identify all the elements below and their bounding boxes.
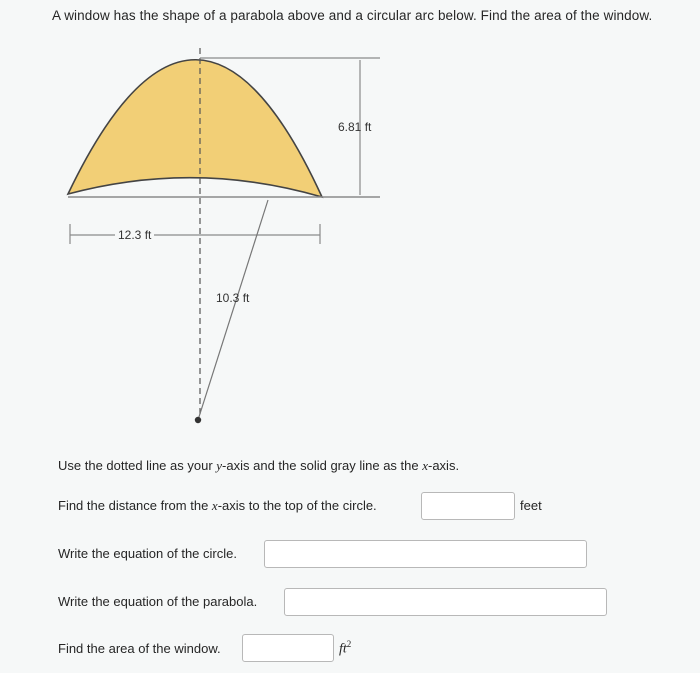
circle-center-point — [195, 417, 201, 423]
circle-equation-input[interactable] — [264, 540, 587, 568]
question-distance-label: Find the distance from the x-axis to the top of the circle. — [58, 498, 377, 513]
radius-line — [198, 200, 268, 420]
problem-prompt: A window has the shape of a parabola above and a circular arc below. Find the area of the window. — [52, 8, 653, 23]
area-unit: $ft^2$ — [339, 639, 352, 657]
area-input[interactable] — [242, 634, 334, 662]
axis-instructions: Use the dotted line as your y-axis and the solid gray line as the x-axis. — [58, 458, 460, 473]
parabola-equation-input[interactable] — [284, 588, 607, 616]
height-label: 6.81 ft — [338, 120, 372, 134]
question-area-label: Find the area of the window. — [58, 641, 221, 656]
distance-input[interactable] — [421, 492, 515, 520]
window-shape — [68, 60, 322, 197]
question-circle-label: Write the equation of the circle. — [58, 546, 237, 561]
width-label: 12.3 ft — [115, 228, 154, 242]
distance-unit: feet — [520, 498, 542, 513]
question-parabola-label: Write the equation of the parabola. — [58, 594, 258, 609]
radius-label: 10.3 ft — [216, 291, 250, 305]
